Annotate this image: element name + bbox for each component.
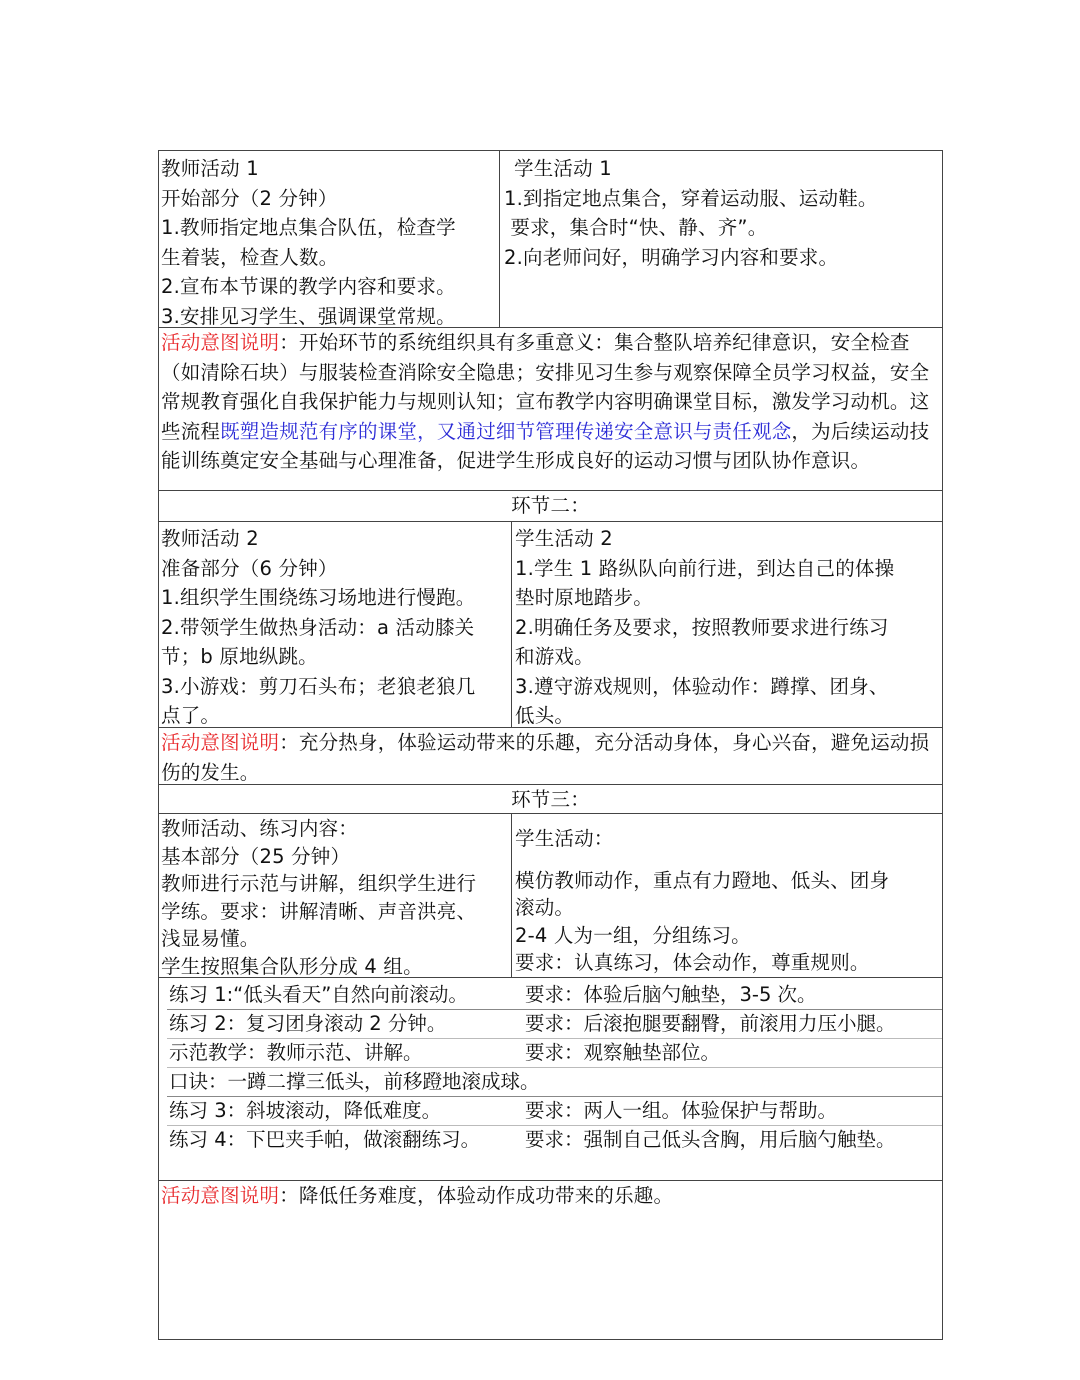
exercise-separator <box>167 1096 942 1097</box>
student-activity-2-line: 低头。 <box>515 704 575 727</box>
teacher-activity-2-line: 1.组织学生围绕练习场地进行慢跑。 <box>161 586 476 609</box>
section-2-header: 环节二： <box>511 494 590 517</box>
student-activity-3-line: 2-4 人为一组，分组练习。 <box>515 923 751 947</box>
teacher-activity-2-line: 节；b 原地纵跳。 <box>161 645 318 668</box>
row-divider <box>159 977 942 978</box>
student-activity-1-line: 要求，集合时“快、静、齐”。 <box>504 216 768 239</box>
row-divider <box>159 813 942 814</box>
column-divider <box>499 151 500 327</box>
student-activity-2-line: 2.明确任务及要求，按照教师要求进行练习 <box>515 615 889 639</box>
intent-2-text: ：充分热身，体验运动带来的乐趣，充分活动身体，身心兴奋，避免运动损伤的发生。 <box>161 731 930 784</box>
intent-3-label: 活动意图说明 <box>161 1184 280 1207</box>
exercise-item: 示范教学：教师示范、讲解。 <box>169 1041 423 1064</box>
teacher-activity-2-line: 点了。 <box>161 704 221 727</box>
section-3-header: 环节三： <box>511 788 590 811</box>
student-activity-1-title: 学生活动 1 <box>514 157 612 180</box>
exercise-requirement: 要求：强制自己低头含胸，用后脑勺触垫。 <box>525 1128 896 1151</box>
intent-2-label: 活动意图说明 <box>161 731 280 754</box>
intent-3 <box>159 1181 942 1211</box>
student-activity-3-line: 滚动。 <box>515 896 575 919</box>
exercise-requirement: 要求：两人一组。体验保护与帮助。 <box>525 1099 838 1122</box>
exercise-mnemonic: 口诀：一蹲二撑三低头，前移蹬地滚成球。 <box>169 1070 540 1093</box>
teacher-activity-3 <box>159 815 509 980</box>
student-activity-2-title: 学生活动 2 <box>515 527 613 550</box>
student-activity-3-title: 学生活动： <box>515 827 614 850</box>
exercise-item: 练习 4：下巴夹手帕，做滚翻练习。 <box>169 1128 481 1151</box>
teacher-activity-2-subtitle: 准备部分（6 分钟） <box>161 556 338 580</box>
teacher-activity-2-line: 2.带领学生做热身活动：a 活动膝关 <box>161 615 475 639</box>
intent-1-text: ：开始环节的系统组织具有多重意义：集合整队培养纪律意识，安全检查（如清除石块）与服装检查消除安全隐患；安排见习生参与观察保障全员学习权益，安全常规教育强化自我保护能力与规则认知；宣布教学内容明确课堂目标，激发学习动机。这些流程 <box>161 331 930 443</box>
exercise-requirement: 要求：体验后脑勺触垫，3-5 次。 <box>525 983 817 1006</box>
teacher-activity-1-line: 3.安排见习学生、强调课堂常规。 <box>161 304 456 328</box>
lesson-plan-table <box>158 150 943 1340</box>
student-activity-3 <box>513 825 942 977</box>
intent-1-label: 活动意图说明 <box>161 331 280 354</box>
student-activity-2-line: 和游戏。 <box>515 645 594 668</box>
teacher-activity-2 <box>159 524 509 731</box>
intent-1 <box>159 328 942 476</box>
teacher-activity-2-line: 3.小游戏：剪刀石头布；老狼老狼几 <box>161 674 476 698</box>
intent-1-highlight: 既塑造规范有序的课堂，又通过细节管理传递安全意识与责任观念 <box>220 419 792 443</box>
intent-1-text-end: ，为后续运动技能训练奠定安全基础与心理准备，促进学生形成良好的运动习惯与团队协作意识。 <box>161 419 930 472</box>
row-divider <box>159 521 942 522</box>
student-activity-2-line: 3.遵守游戏规则，体验动作：蹲撑、团身、 <box>515 674 889 698</box>
teacher-activity-1-line: 1.教师指定地点集合队伍，检查学 <box>161 216 456 239</box>
exercise-item: 练习 2：复习团身滚动 2 分钟。 <box>169 1012 447 1035</box>
exercise-requirement: 要求：后滚抱腿要翻臀，前滚用力压小腿。 <box>525 1012 896 1035</box>
exercise-separator <box>167 1125 942 1126</box>
exercise-item: 练习 1:“低头看天”自然向前滚动。 <box>169 983 468 1006</box>
student-activity-2 <box>513 524 942 731</box>
column-divider <box>511 521 512 727</box>
student-activity-2-line: 1.学生 1 路纵队向前行进，到达自己的体操 <box>515 556 895 580</box>
teacher-activity-1-subtitle: 开始部分（2 分钟） <box>161 186 338 210</box>
column-divider <box>511 813 512 977</box>
teacher-activity-3-line: 学生按照集合队形分成 4 组。 <box>161 954 423 978</box>
student-activity-2-line: 垫时原地踏步。 <box>515 586 653 609</box>
teacher-activity-1-title: 教师活动 1 <box>161 157 259 180</box>
teacher-activity-3-line: 教师进行示范与讲解，组织学生进行 <box>161 872 477 895</box>
teacher-activity-2-title: 教师活动 2 <box>161 527 259 550</box>
intent-3-text: ：降低任务难度，体验动作成功带来的乐趣。 <box>279 1184 674 1207</box>
student-activity-1 <box>502 154 942 272</box>
exercise-separator <box>167 1038 942 1039</box>
teacher-activity-1 <box>159 154 497 331</box>
teacher-activity-1-line: 2.宣布本节课的教学内容和要求。 <box>161 275 456 298</box>
teacher-activity-3-line: 学练。要求：讲解清晰、声音洪亮、 <box>161 899 477 923</box>
teacher-activity-3-line: 浅显易懂。 <box>161 927 260 950</box>
teacher-activity-3-subtitle: 基本部分（25 分钟） <box>161 844 351 868</box>
exercise-requirement: 要求：观察触垫部位。 <box>525 1041 721 1064</box>
teacher-activity-3-title: 教师活动、练习内容： <box>161 817 359 840</box>
student-activity-1-line: 2.向老师问好，明确学习内容和要求。 <box>504 245 839 269</box>
exercise-item: 练习 3：斜坡滚动，降低难度。 <box>169 1099 442 1122</box>
student-activity-3-line: 要求：认真练习，体会动作，尊重规则。 <box>515 951 870 974</box>
exercise-separator <box>167 1067 942 1068</box>
teacher-activity-1-line: 生着装，检查人数。 <box>161 245 339 269</box>
intent-2 <box>159 728 942 787</box>
student-activity-1-line: 1.到指定地点集合，穿着运动服、运动鞋。 <box>504 186 878 210</box>
student-activity-3-line: 模仿教师动作，重点有力蹬地、低头、团身 <box>515 868 890 892</box>
exercise-separator <box>167 1009 942 1010</box>
